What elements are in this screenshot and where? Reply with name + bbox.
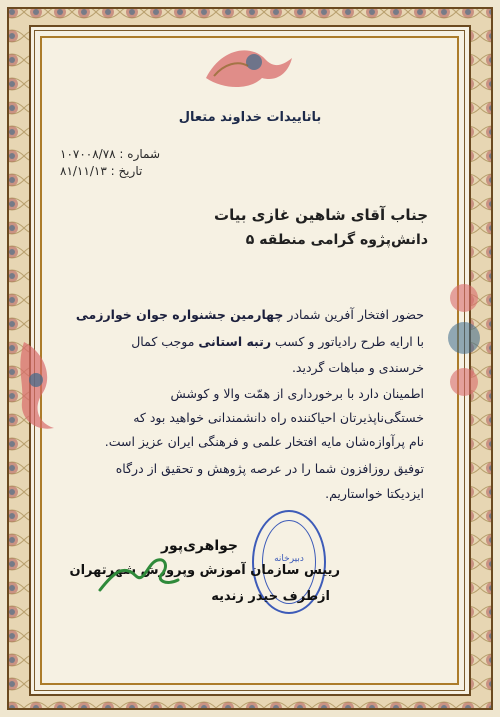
body-line-4: اطمینان دارد با برخورداری از همّت والا و کوشش [170,386,424,401]
invocation-header: باتاییدات خداوند متعال [178,110,322,125]
body-line-1 [76,307,424,322]
body-line-7: توفیق روزافزون شما را در عرصه پژوهش و تحقیق از درگاه [115,461,424,476]
handwritten-signature [96,544,182,602]
signatory-role: رییس سازمان آموزش وپرورش شهرتهران [69,563,340,578]
body-line-5: خستگی‌ناپذیرتان احیاکننده راه دانشمندانی خواهید بود که [133,410,424,425]
top-bird-illustration [196,38,304,96]
signatory-byline: ازطرف حیدر زندیه [211,589,330,604]
body-line-2 [131,334,424,349]
recipient-title: دانش‌پژوه گرامی منطقه ۵ [245,232,428,248]
recipient-name: جناب آقای شاهین غازی بیات [214,206,428,224]
body-line-3: خرسندی و مباهات گردید. [291,360,424,375]
right-floral-illustration [440,270,490,420]
body-line-2-tail: موجب کمال [131,334,195,349]
stamp-center-text: دبیرخانه [274,554,304,564]
letter-number: شماره : ۱۰۷۰۰۸/۷۸ [60,147,161,161]
body-line-2-text: با ارایه طرح رادیاتور و کسب [275,334,424,349]
body-line-8: ایزدیکتا خواستاریم. [325,486,424,501]
letter-date: تاریخ : ۸۱/۱۱/۱۳ [60,164,143,178]
body-line-1-text: حضور افتخار آفرین شمادر [287,307,424,322]
body-line-2-emphasis: رتبه استانی [198,334,272,349]
body-line-1-emphasis: چهارمین جشنواره جوان خوارزمی [75,307,284,322]
signatory-name: جواهری‌پور [160,538,238,554]
body-line-6: نام پرآوازه‌شان مایه افتخار علمی و فرهنگی ایران عزیز است. [104,434,424,449]
left-bird-illustration [14,332,60,432]
